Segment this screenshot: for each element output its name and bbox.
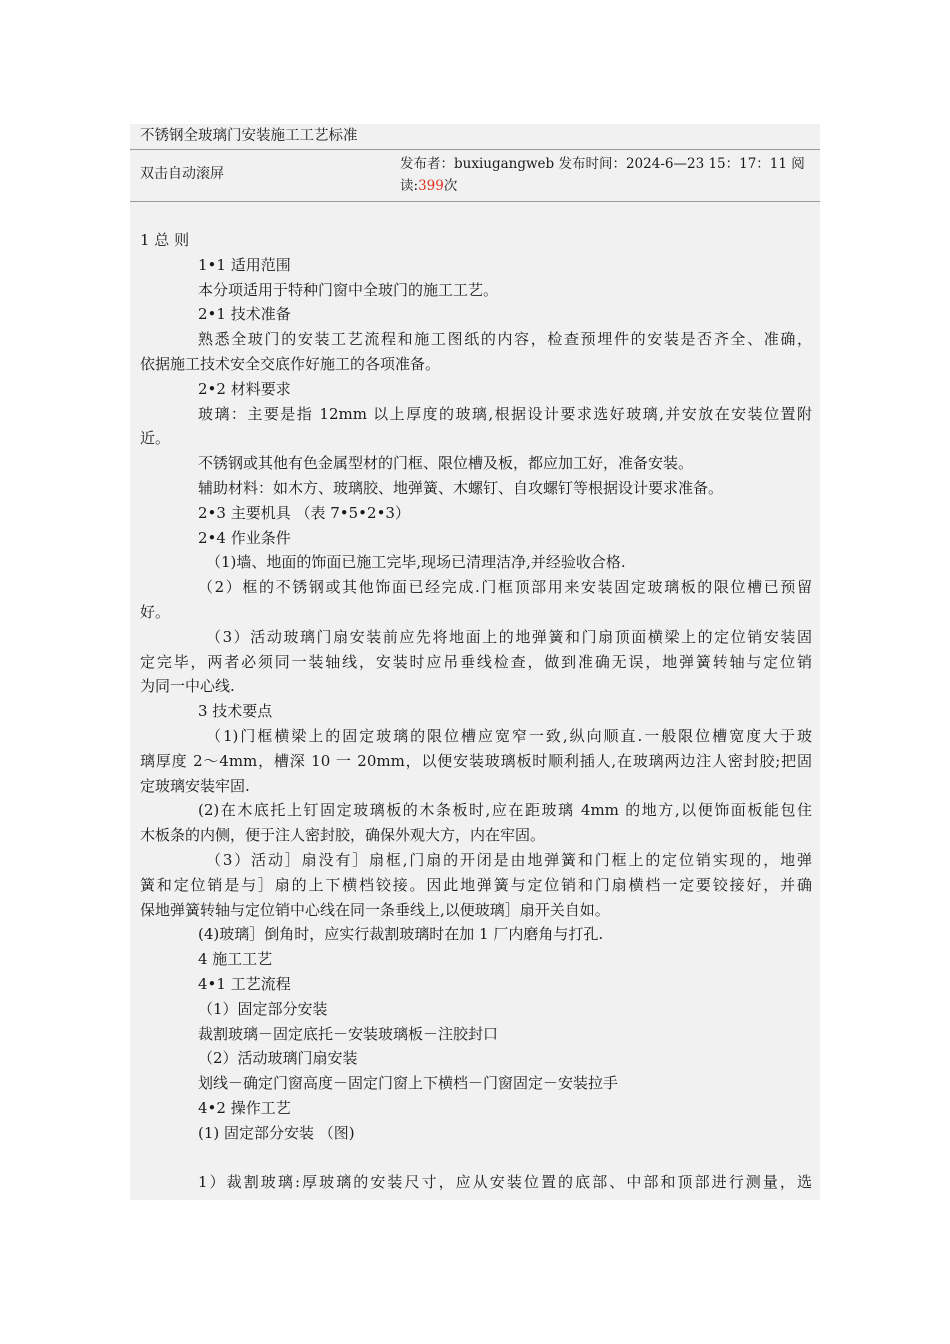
paragraph-line: 定玻璃安装牢固. — [140, 776, 250, 795]
paragraph-line: 辅助材料：如木方、玻璃胶、地弹簧、木螺钉、自攻螺钉等根据设计要求准备。 — [198, 478, 724, 497]
paragraph-line: 为同一中心线. — [140, 677, 235, 696]
paragraph-line: 划线－确定门窗高度－固定门窗上下横档－门窗固定－安装拉手 — [198, 1074, 619, 1093]
publish-info — [400, 153, 814, 197]
paragraph-line: 木板条的内侧，便于注人密封胶，确保外观大方，内在牢固。 — [140, 826, 546, 845]
subsection-heading: 4•2 操作工艺 — [198, 1098, 291, 1117]
section-heading: 1 总 则 — [140, 231, 190, 249]
paragraph-line: 保地弹簧转轴与定位销中心线在同一条垂线上,以便玻璃］扇开关自如。 — [140, 900, 610, 919]
paragraph-line: 本分项适用于特种门窗中全玻门的施工工艺。 — [198, 280, 499, 299]
paragraph-line: 熟悉全玻门的安装工艺流程和施工图纸的内容，检查预埋件的安装是否齐全、准确， — [198, 330, 812, 349]
article-title: 不锈钢全玻璃门安装施工工艺标准 — [130, 124, 820, 150]
auto-scroll-link[interactable]: 双击自动滚屏 — [140, 166, 224, 182]
paragraph-line: （3）活动玻璃门扇安装前应先将地面上的地弹簧和门扇顶面横梁上的定位销安装固 — [206, 627, 812, 646]
section-heading: 4 施工工艺 — [198, 950, 273, 969]
read-count-label: 读: — [400, 178, 419, 194]
paragraph-line: 近。 — [140, 429, 171, 448]
subsection-heading: 1•1 适用范围 — [198, 255, 291, 274]
blank-line — [140, 1145, 812, 1170]
document-page — [130, 124, 820, 1200]
subsection-heading: 2•1 技术准备 — [198, 305, 291, 324]
paragraph-line: 不锈钢或其他有色金属型材的门框、限位槽及板，都应加工好，准备安装。 — [198, 454, 694, 473]
read-count-unit: 次 — [443, 178, 458, 194]
paragraph-line: 璃厚度 2～4mm，槽深 10 一 20mm，以便安装玻璃板时顺利插人,在玻璃两边注人密封胶;把固 — [140, 751, 812, 770]
subsection-heading: 2•2 材料要求 — [198, 379, 291, 398]
read-count: 399 — [418, 178, 444, 194]
paragraph-line: (2)在木底托上钉固定玻璃板的木条板时,应在距玻璃 4mm 的地方,以便饰面板能包住 — [198, 801, 812, 820]
paragraph-line: （2）框的不锈钢或其他饰面已经完成.门框顶部用来安装固定玻璃板的限位槽已预留 — [198, 578, 812, 597]
paragraph-line: 依据施工技术安全交底作好施工的各项准备。 — [140, 354, 441, 373]
paragraph-line: （2）活动玻璃门扇安装 — [198, 1049, 358, 1068]
paragraph-line: 裁割玻璃－固定底托－安装玻璃板－注胶封口 — [198, 1024, 499, 1043]
paragraph-line: 玻璃：主要是指 12mm 以上厚度的玻璃,根据设计要求选好玻璃,并安放在安装位置附 — [198, 404, 812, 423]
subsection-heading: 2•3 主要机具 （表 7•5•2•3） — [198, 503, 410, 522]
paragraph-line: 1）裁割玻璃:厚玻璃的安装尺寸，应从安装位置的底部、中部和顶部进行测量，选 — [198, 1173, 812, 1192]
paragraph-line: （1)门框横梁上的固定玻璃的限位槽应宽窄一致,纵向顺直.一般限位槽宽度大于玻 — [206, 726, 812, 745]
article-meta-bar — [130, 150, 820, 202]
paragraph-line: 定完毕，两者必须同一装轴线，安装时应吊垂线检查，做到准确无误，地弹簧转轴与定位销 — [140, 652, 812, 671]
publisher-and-date: 发布者：buxiugangweb 发布时间：2024-6—23 15：17：11 阅 — [400, 156, 805, 172]
subsection-heading: 4•1 工艺流程 — [198, 974, 291, 993]
paragraph-line: （1）固定部分安装 — [198, 999, 328, 1018]
paragraph-line: 簧和定位销是与］扇的上下横档铰接。因此地弹簧与定位销和门扇横档一定要铰接好，并确 — [140, 875, 812, 894]
subsection-heading: 2•4 作业条件 — [198, 528, 291, 547]
paragraph-line: （1)墙、地面的饰面已施工完毕,现场已清理洁净,并经验收合格. — [206, 553, 626, 572]
article-body — [140, 228, 812, 1195]
section-heading: 3 技术要点 — [198, 702, 273, 721]
paragraph-line: （3）活动］扇没有］扇框,门扇的开闭是由地弹簧和门框上的定位销实现的，地弹 — [206, 850, 812, 869]
paragraph-line: (1) 固定部分安装 （图) — [198, 1123, 355, 1142]
paragraph-line: (4)玻璃］倒角时，应实行裁割玻璃时在加 1 厂内磨角与打孔. — [198, 925, 604, 944]
paragraph-line: 好。 — [140, 602, 171, 621]
